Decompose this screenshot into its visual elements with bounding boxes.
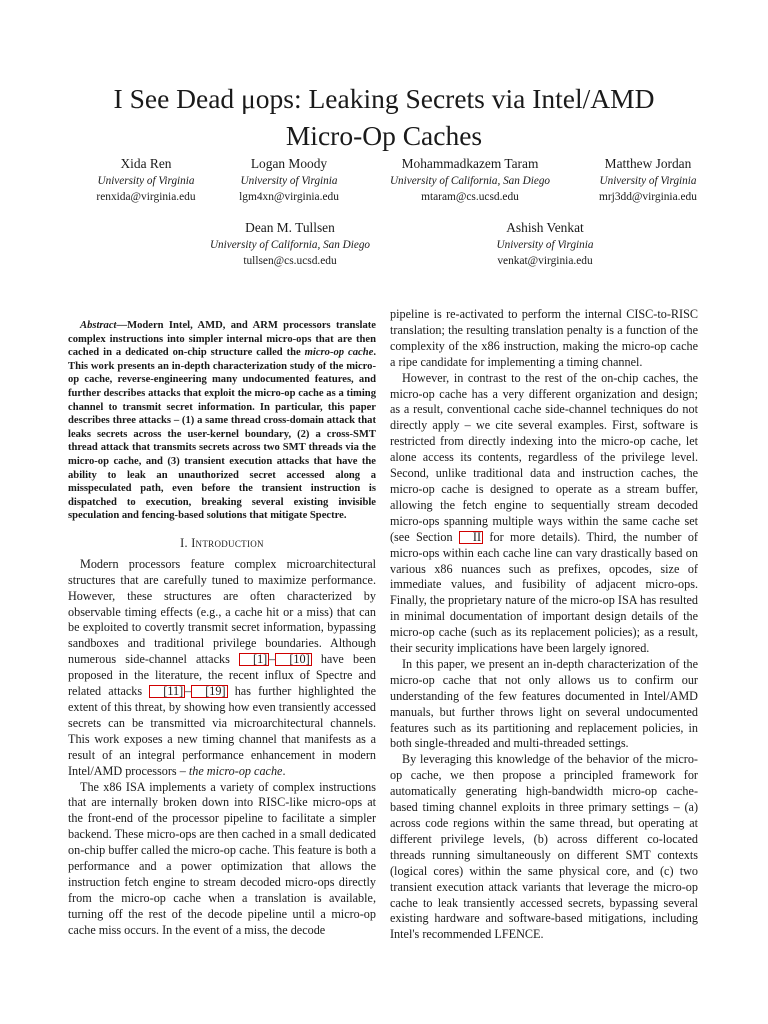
author-block	[435, 219, 655, 269]
citation-link[interactable]: [1]	[239, 653, 269, 666]
author-affiliation: University of Virginia	[496, 239, 594, 251]
section-heading	[68, 536, 376, 552]
author-affiliation: University of California, San Diego	[389, 175, 551, 187]
paragraph-text: have been proposed in the literature, the recent influx of Spectre and related attacks	[68, 652, 376, 699]
abstract-text: —Modern Intel, AMD, and ARM processors translate complex instructions into simpler internal micro-ops that are then cached in a dedicated on-chip structure called the	[68, 320, 376, 359]
author-name: Xida Ren	[120, 156, 172, 171]
citation-link[interactable]: [10]	[275, 653, 311, 666]
right-column	[390, 307, 698, 943]
section-link[interactable]: II	[459, 531, 483, 544]
section-title: Introduction	[191, 535, 264, 550]
author-block	[538, 155, 758, 205]
title-line-2: Micro-Op Caches	[285, 120, 483, 152]
paragraph-text: .	[282, 763, 286, 778]
paragraph-text: Modern processors feature complex microarchitectural structures that are carefully tuned to maximize performance. However, these structures are often characterized by observable timing effects (e.g., a cache hit or a miss) that can be exploited to covertly transmit secret information, bypassing sandboxes and traditional privilege boundaries. Although numerous side-channel attacks	[68, 556, 376, 667]
abstract-text: . This work presents an in-depth characterization study of the micro-op cache, reverse-engineering many undocumented features, and further describes attacks that exploit the micro-op cache as a timing channel to transmit secret information. In particular, this paper describes three attacks – (1) a same thread cross-domain attack that leaks secrets across the user-kernel boundary, (2) a cross-SMT thread attack that transmits secrets across two SMT threads via the micro-op cache, and (3) transient execution attacks that have the ability to leak an unauthorized secret accessed along a misspeculated path, even before the transient instruction is dispatched to execution, breaking several existing invisible speculation and fencing-based solutions that mitigate Spectre.	[68, 347, 376, 522]
paragraph: pipeline is re-activated to perform the internal CISC-to-RISC translation; the resulting translation penalty is a function of the complexity of the x86 instruction, making the micro-op cache a ripe candidate for implementing a timing channel.	[390, 307, 698, 369]
paragraph: By leveraging this knowledge of the behavior of the micro-op cache, we then propose a principled framework for automatically generating high-bandwidth micro-op cache-based timing channel exploits in three primary settings – (a) across code regions within the same thread, but operating at different privilege levels, (b) across different co-located threads running simultaneously on different SMT contexts (logical cores) within the same physical core, and (c) two transient execution attack variants that leverage the micro-op cache to leak transiently accessed secrets, bypassing several existing hardware and software-based mitigations, including Intel's recommended LFENCE.	[390, 752, 698, 942]
author-email: tullsen@cs.ucsd.edu	[243, 255, 337, 267]
abstract-label: Abstract	[80, 320, 117, 331]
author-email: mrj3dd@virginia.edu	[599, 191, 697, 203]
paragraph-text: However, in contrast to the rest of the on-chip caches, the micro-op cache has a very different organization and design; as a result, conventional cache side-channel techniques do not directly apply – we cite several examples. First, software is restricted from directly indexing into the micro-op cache, let alone access its contents, regardless of the privilege level. Second, unlike traditional data and instruction caches, the micro-op cache is designed to operate as a stream buffer, allowing the fetch engine to sequentially stream decoded micro-ops spanning multiple ways within the same cache set (see Section	[390, 370, 698, 544]
paragraph-text: has further highlighted the extent of this threat, by showing how even transiently accessed secrets can be transmitted via microarchitectural channels. This work exposes a new timing channel that manifests as a result of an integral performance enhancement in modern Intel/AMD processors –	[68, 684, 376, 778]
paragraph	[68, 557, 376, 780]
author-block	[180, 219, 400, 269]
citation-link[interactable]: [11]	[149, 685, 185, 698]
author-email: venkat@virginia.edu	[497, 255, 593, 267]
author-name: Mohammadkazem Taram	[401, 156, 539, 171]
paragraph: In this paper, we present an in-depth characterization of the micro-op cache that not only allows us to confirm our understanding of the few features documented in Intel/AMD manuals, but further throws light on several undocumented features such as its partitioning and replacement policies, in both single-threaded and multi-threaded settings.	[390, 656, 698, 751]
paper-title	[40, 80, 728, 154]
author-email: mtaram@cs.ucsd.edu	[421, 191, 519, 203]
abstract-term: micro-op cache	[304, 347, 374, 359]
paragraph-text: for more details). Third, the number of micro-ops within each cache line can vary drastically based on various x86 nuances such as prefixes, opcodes, size of immediate values, and fusibility of adjacent micro-ops. Finally, the proprietary nature of the micro-op ISA has resulted in minimal documentation of important design details of the micro-op cache (such as its replacement policies); as a result, their security implications have been largely ignored.	[390, 529, 698, 656]
author-email: renxida@virginia.edu	[96, 191, 196, 203]
author-affiliation: University of Virginia	[97, 175, 195, 187]
author-affiliation: University of California, San Diego	[209, 239, 371, 251]
paragraph-text: –	[185, 684, 192, 699]
author-affiliation: University of Virginia	[240, 175, 338, 187]
author-email: lgm4xn@virginia.edu	[239, 191, 339, 203]
author-name: Dean M. Tullsen	[245, 220, 335, 235]
citation-link[interactable]: [19]	[191, 685, 227, 698]
abstract	[68, 319, 376, 523]
title-line-1: I See Dead μops: Leaking Secrets via Intel/AMD	[113, 83, 655, 115]
author-name: Logan Moody	[250, 156, 328, 171]
author-name: Ashish Venkat	[506, 220, 584, 235]
emphasized-term: the micro-op cache	[188, 763, 283, 778]
author-name: Matthew Jordan	[604, 156, 692, 171]
paragraph: The x86 ISA implements a variety of complex instructions that are internally broken down into RISC-like micro-ops at the front-end of the processor pipeline to facilitate a simpler backend. These micro-ops are then cached in a small dedicated on-chip buffer called the micro-op cache. This feature is both a performance and a power optimization that allows the instruction fetch engine to stream decoded micro-ops directly from the micro-op cache when a translation is available, turning off the rest of the decode pipeline until a micro-op cache miss occurs. In the event of a miss, the decode	[68, 779, 376, 937]
paragraph	[390, 371, 698, 657]
author-affiliation: University of Virginia	[599, 175, 697, 187]
section-number: I.	[180, 535, 188, 550]
left-column	[68, 319, 376, 939]
paragraph-text: –	[269, 652, 276, 667]
